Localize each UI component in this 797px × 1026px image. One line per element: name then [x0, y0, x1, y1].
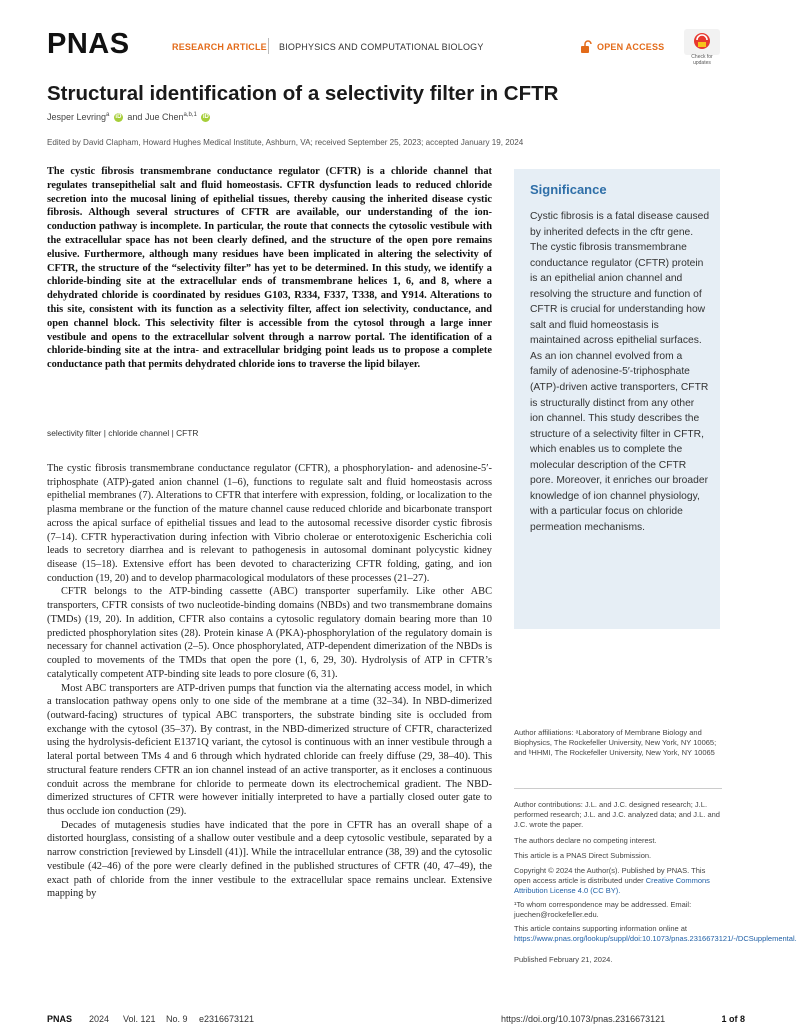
competing-interests: The authors declare no competing interest. — [514, 836, 657, 845]
body-paragraph: The cystic fibrosis transmembrane conductance regulator (CFTR), a phosphorylation- and adenosine-5′-triphosphate (ATP)-gated anion channel (1–6), functions to regulate salt and fluid homeostasis across epithelial membranes (7). Alterations to CFTR that interfere with expression, folding, or localization to the plasma membrane or the function of the mature channel cause reduced chloride and bicarbonate transport across the apical surface of epithelial tissues and lead to the autosomal recessive disorder cystic fibrosis (7–14). CFTR hyperactivation during infection with Vibrio cholerae or enterotoxigenic Escherichia coli leads to secretory diarrhea and is relevant to pathogenesis in autosomal dominant polycystic kidney disease (15–18). Extensive effort has been devoted to characterizing CFTR folding, gating, and ion conduction (19, 20) and to develop pharmacological modulators of these processes (21–27). — [47, 463, 492, 584]
copyright-note — [514, 866, 724, 896]
editor-line: Edited by David Clapham, Howard Hughes Medical Institute, Ashburn, VA; received September 25, 2023; accepted January 19, 2024 — [47, 138, 524, 147]
supporting-info-note — [514, 924, 797, 944]
significance-text: Cystic fibrosis is a fatal disease caused by inherited defects in the cftr gene. The cystic fibrosis transmembrane conductance regulator (CFTR) protein is an epithelial anion channel and resolving the structure and function of CFTR is crucial for understanding how salt and fluid homeostasis is maintained across epithelial surfaces. As an ion channel evolved from a family of adenosine-5′-triphosphate (ATP)-driven active transporters, CFTR is structurally distinct from any other ion channel. This study describes the structure of a selectivity filter in CFTR, which enables us to complete the molecular description of the CFTR pore. Moreover, it enriches our broader knowledge of ion channel physiology, with a particular focus on chloride permeation mechanisms. — [530, 211, 710, 533]
footer-issue: No. 9 — [166, 1014, 188, 1024]
author-affiliations: Author affiliations: ᵃLaboratory of Membrane Biology and Biophysics, The Rockefeller University, New York, NY 10065; and ᵇHHMI, The Rockefeller University, New York, NY 10065 — [514, 728, 717, 757]
orcid-icon[interactable]: iD — [202, 114, 209, 121]
orcid-icon[interactable]: iD — [115, 114, 122, 121]
footer-brand: PNAS — [47, 1014, 73, 1024]
body-paragraph: Decades of mutagenesis studies have indicated that the pore in CFTR has an overall shape of a distorted hourglass, consisting of a shallow outer vestibule and a deep cytosolic vestibule, separated by a narrow constriction [reviewed by Linsdell (41)]. While the intracellular entrance (38, 39) and the cytosolic vestibule (42–46) of the pore were clearly defined in the published structures of CFTR (40, 47–49), the exact path of chloride from the inner vestibule to the extracellular space remains unclear. Extensive mapping by — [47, 819, 492, 900]
open-access-label: OPEN ACCESS — [597, 42, 665, 52]
article-type-label: RESEARCH ARTICLE — [172, 42, 267, 52]
correspondence-note: ¹To whom correspondence may be addressed. Email: juechen@rockefeller.edu. — [514, 900, 692, 919]
footer-page-number: 1 of 8 — [721, 1014, 745, 1024]
author-name[interactable]: Jue Chen — [144, 112, 184, 122]
supporting-info-link[interactable]: https://www.pnas.org/lookup/suppl/doi:10.1073/pnas.2316673121/-/DCSupplemental. — [514, 934, 797, 943]
footer-article-id: e2316673121 — [199, 1014, 255, 1024]
page-footer — [47, 1014, 745, 1026]
article-title: Structural identification of a selectivity filter in CFTR — [47, 82, 559, 105]
body-paragraph: CFTR belongs to the ATP-binding cassette (ABC) transporter superfamily. Like other ABC transporters, CFTR consists of two nucleotide-binding domains (NBDs) and two transmembrane domains (TMDs) (19, 20). In addition, CFTR also contains a cytosolic regulatory domain bearing more than 10 predicted phosphorylation sites (28). Protein kinase A (PKA)-phosphorylation of the regulatory domain is necessary for channel activation (2–5). Once phosphorylated, ATP-dependent dimerization of the NBDs is coupled to movements of the TMDs that open the pore (1, 6, 29, 30). Hydrolysis of ATP in CFTR’s catalytically competent ATP-binding site leads to pore closure (6, 31). — [47, 586, 492, 680]
open-lock-icon — [580, 41, 592, 53]
author-affiliation-mark: a — [106, 112, 110, 118]
check-for-updates-icon — [683, 29, 721, 55]
author-contributions: Author contributions: J.L. and J.C. designed research; J.L. performed research; J.L. and J.C. analyzed data; and J.L. and J.C. wrote the paper. — [514, 800, 720, 829]
license-link[interactable]: Creative Commons Attribution License 4.0 (CC BY). — [514, 876, 710, 895]
page-header — [0, 0, 768, 80]
abstract-text: The cystic fibrosis transmembrane conductance regulator (CFTR) is a chloride channel that regulates transepithelial salt and fluid homeostasis. CFTR dysfunction leads to reduced chloride secretion into the mucosal lining of epithelial tissues, thereby causing the inherited disease cystic fibrosis. Although several structures of CFTR are available, our understanding of the ion-conduction pathway is incomplete. In particular, the route that connects the cytosolic vestibule with the extracellular space has not been clearly defined, and the structure of the open pore remains elusive. Furthermore, although many residues have been implicated in altering the selectivity of CFTR, the structure of the “selectivity filter” has yet to be determined. In this study, we identify a chloride-binding site at the extracellular ends of transmembrane helices 1, 6, and 8, where a dehydrated chloride is coordinated by residues G103, R334, F337, T338, and Y914. Alterations to this site, consistent with its function as a selectivity filter, affect ion selectivity, conductance, and open channel block. This selectivity filter is accessible from the cytosol through a large inner vestibule and opens to the extracellular solvent through a narrow portal. The identification of a chloride-binding site at the intra- and extracellular bridging point leads us to propose a complete conductance path that permits dehydrated chloride ions to traverse the lipid bilayer. — [47, 166, 492, 371]
main-body-text — [47, 462, 492, 901]
subject-category-label[interactable]: BIOPHYSICS AND COMPUTATIONAL BIOLOGY — [279, 42, 484, 52]
copyright-text: Copyright © 2024 the Author(s). Published by PNAS. This open access article is distributed under — [514, 866, 706, 885]
significance-heading: Significance — [530, 182, 607, 197]
published-date: Published February 21, 2024. — [514, 955, 613, 964]
author-affiliation-mark: a,b,1 — [183, 112, 197, 118]
body-paragraph: Most ABC transporters are ATP-driven pumps that function via the alternating access model, in which a translocation pathway opens only to one side of the membrane at a time (32–34). In NBD-dimerized (outward-facing) structures of typical ABC transporters, the substrate binding site is occluded from exchange with the cytosol (35–37). By contrast, in the NBD-dimerized structure of CFTR, characterized using the hydrolysis-deficient E1371Q variant, the cytosol is continuous with an inner vestibule through a lateral portal between TMs 4 and 6 through which hydrated chloride can freely diffuse (29, 38–40). This structural feature renders CFTR an ion channel instead of an active transporter, as it encloses a continuous conduit across the membrane for chloride to permeate down its electrochemical gradient. The NBD-dimerized structures of CFTR were however initially interpreted to have a partially closed outer gate to thus occlude ion conduction (29). — [47, 682, 492, 817]
author-conjunction: and — [127, 112, 143, 122]
author-line — [47, 112, 212, 122]
footer-volume: Vol. 121 — [123, 1014, 156, 1024]
sidebar-divider — [514, 788, 722, 789]
journal-logo[interactable]: PNAS — [47, 28, 130, 60]
author-name[interactable]: Jesper Levring — [47, 112, 107, 122]
footer-doi-link[interactable]: https://doi.org/10.1073/pnas.2316673121 — [501, 1014, 666, 1024]
submission-note: This article is a PNAS Direct Submission. — [514, 851, 652, 860]
keywords-line: selectivity filter | chloride channel | CFTR — [47, 428, 199, 438]
header-divider — [268, 38, 269, 54]
check-for-updates-badge[interactable] — [683, 29, 721, 69]
footer-year: 2024 — [89, 1014, 110, 1024]
supporting-info-text: This article contains supporting information online at — [514, 924, 688, 933]
check-for-updates-text: Check for updates — [691, 54, 713, 66]
